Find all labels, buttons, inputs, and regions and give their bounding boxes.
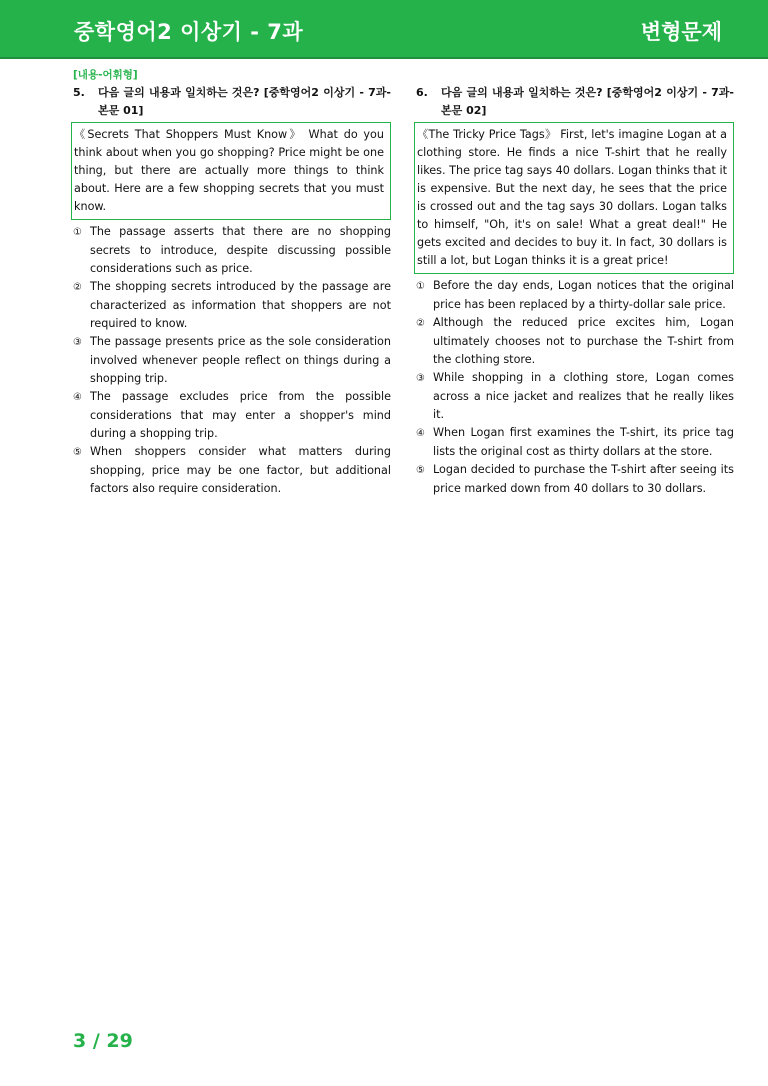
passage-box: 《The Tricky Price Tags》 First, let's imagine Logan at a clothing store. He finds a nice T-shirt that he really likes. The price tag says 40 dollars. Logan thinks that it is expensive. But the next day, he sees that the price is crossed out and the tag says 30 dollars. Logan talks to himself, "Oh, it's on sale! What a great deal!" He gets excited and decides to buy it. In fact, 30 dollars is still a lot, but Logan thinks it is a great price!: [414, 122, 734, 274]
choice-mark: ③: [73, 337, 82, 348]
choice-item[interactable]: [416, 369, 734, 424]
choice-text: The passage presents price as the sole consideration involved whenever people reflect on things during a shopping trip.: [90, 335, 391, 385]
choice-text: The shopping secrets introduced by the passage are characterized as information that shoppers are not required to know.: [90, 280, 391, 330]
choice-text: While shopping in a clothing store, Logan comes across a nice jacket and realizes that he really likes it.: [433, 371, 734, 421]
choice-mark: ④: [416, 428, 425, 439]
section-tag-spacer: [416, 66, 734, 84]
choice-item[interactable]: [73, 388, 391, 443]
choice-list: [416, 277, 734, 498]
choice-list: [73, 223, 391, 498]
choice-item[interactable]: [416, 424, 734, 461]
choice-item[interactable]: [416, 461, 734, 498]
choice-item[interactable]: [73, 443, 391, 498]
choice-text: Although the reduced price excites him, Logan ultimately chooses not to purchase the T-shirt from the clothing store.: [433, 316, 734, 366]
choice-mark: ②: [73, 282, 82, 293]
passage-box: 《Secrets That Shoppers Must Know》 What do you think about when you go shopping? Price might be one thing, but there are actually more things to think about. Here are a few shopping secrets that you must know.: [71, 122, 391, 220]
choice-item[interactable]: [73, 278, 391, 333]
choice-item[interactable]: [416, 277, 734, 314]
question-text: 다음 글의 내용과 일치하는 것은? [중학영어2 이상기 - 7과-본문 02]: [441, 86, 734, 117]
question-6-column: [416, 66, 734, 498]
choice-text: The passage asserts that there are no shopping secrets to introduce, despite discussing possible considerations such as price.: [90, 225, 391, 275]
question-text: 다음 글의 내용과 일치하는 것은? [중학영어2 이상기 - 7과-본문 01]: [98, 86, 391, 117]
choice-mark: ②: [416, 318, 425, 329]
question-5-column: [73, 66, 391, 498]
choice-mark: ①: [416, 281, 425, 292]
choice-text: When shoppers consider what matters during shopping, price may be one factor, but additional factors also require consideration.: [90, 445, 391, 495]
choice-text: When Logan first examines the T-shirt, its price tag lists the original cost as thirty dollars at the store.: [433, 426, 734, 458]
choice-mark: ④: [73, 392, 82, 403]
choice-item[interactable]: [416, 314, 734, 369]
page-number: 3 / 29: [73, 1030, 133, 1052]
question-number: 5.: [73, 86, 85, 99]
choice-text: Logan decided to purchase the T-shirt after seeing its price marked down from 40 dollars to 30 dollars.: [433, 463, 734, 495]
choice-mark: ⑤: [416, 465, 425, 476]
section-tag: [내용-어휘형]: [73, 69, 138, 81]
choice-mark: ⑤: [73, 447, 82, 458]
choice-item[interactable]: [73, 333, 391, 388]
choice-item[interactable]: [73, 223, 391, 278]
question-number: 6.: [416, 86, 428, 99]
choice-text: The passage excludes price from the possible considerations that may enter a shopper's mind during a shopping trip.: [90, 390, 391, 440]
choice-mark: ③: [416, 373, 425, 384]
choice-text: Before the day ends, Logan notices that the original price has been replaced by a thirty-dollar sale price.: [433, 279, 734, 311]
header-title: 중학영어2 이상기 - 7과: [74, 20, 304, 44]
question-5-prompt: [73, 84, 391, 120]
choice-mark: ①: [73, 227, 82, 238]
question-6-prompt: [416, 84, 734, 120]
header-category: 변형문제: [640, 20, 722, 44]
page-header: [0, 0, 768, 59]
